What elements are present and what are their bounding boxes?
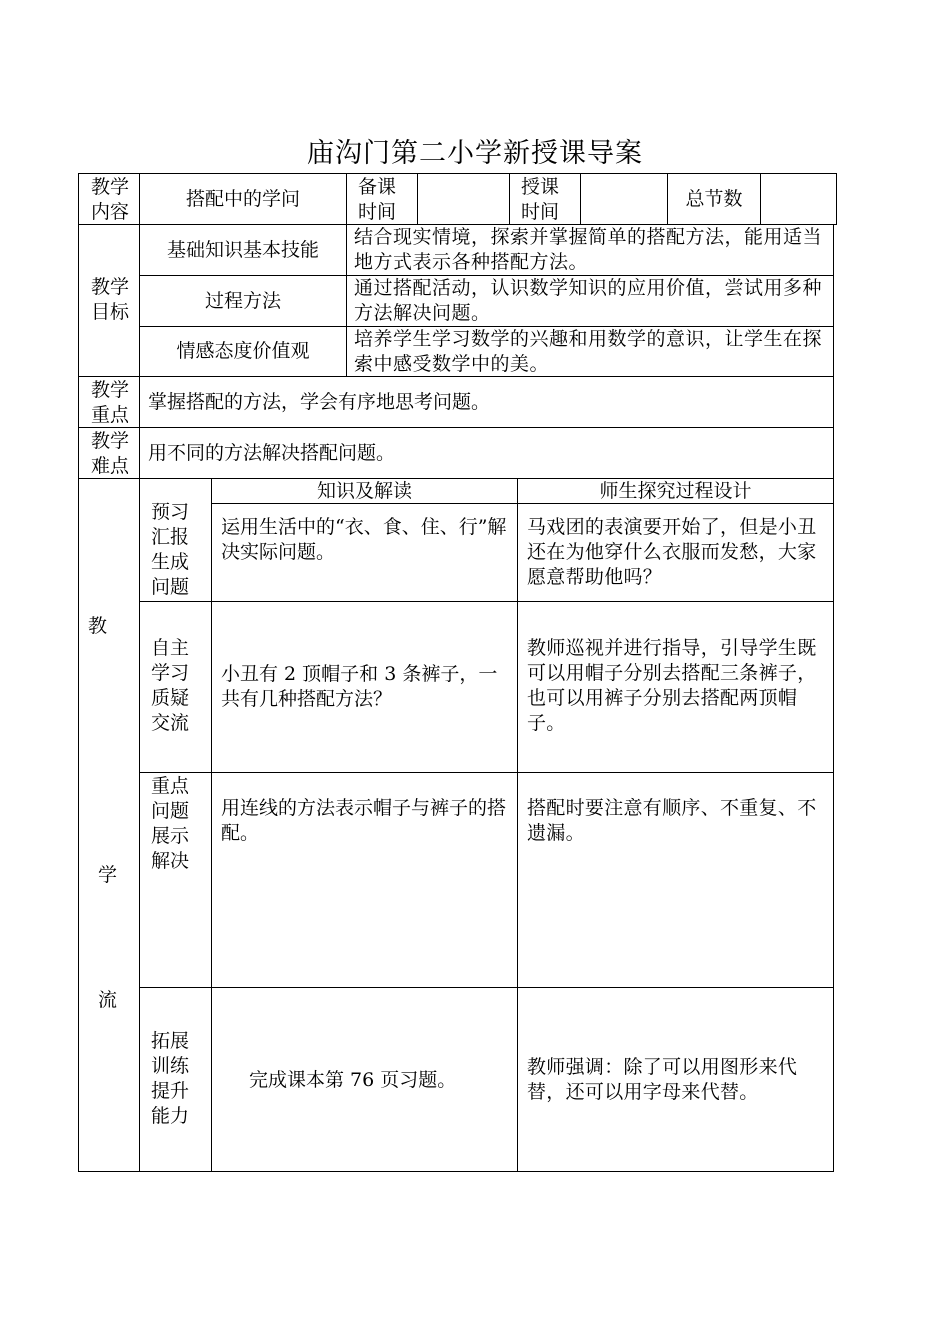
stage-process-2: 教师巡视并进行指导，引导学生既可以用帽子分别去搭配三条裤子，也可以用裤子分别去搭配两顶帽子。 [527,637,817,734]
stage-process-1: 马戏团的表演要开始了，但是小丑还在为他穿什么衣服而发愁，大家愿意帮助他吗？ [527,516,817,588]
stage-label-line: 汇报 [151,526,190,548]
stage-knowledge-1: 运用生活中的“衣、食、住、行”解决实际问题。 [221,516,507,563]
objectives-label-line-1: 教学 [90,276,129,298]
objective-text: 培养学生学习数学的兴趣和用数学的意识，让学生在探索中感受数学中的美。 [354,328,823,375]
content-label [86,175,134,225]
objectives-label-line-2: 目标 [90,301,129,323]
prep-label [358,175,396,225]
keypoint-label-line-2: 重点 [90,404,129,426]
objective-name: 情感态度价值观 [176,340,310,362]
stage-process-3: 搭配时要注意有顺序、不重复、不遗漏。 [527,797,817,844]
objective-name-cell-2 [139,275,347,327]
stage-knowledge-3: 用连线的方法表示帽子与裤子的搭配。 [221,797,507,844]
col-header-process-text: 师生探究过程设计 [599,480,752,502]
flow-side-1: 教 [88,615,108,637]
content-value: 搭配中的学问 [185,187,300,210]
stage-label-line: 能力 [151,1105,190,1127]
stage-process-4: 教师强调：除了可以用图形来代替，还可以用字母来代替。 [527,1056,798,1103]
stage-label-line: 重点 [151,775,190,797]
objective-name-cell-3 [139,326,347,377]
teach-label-line-2: 时间 [521,201,560,223]
teach-label-line-1: 授课 [521,176,560,198]
difficulty-label [86,429,134,479]
prep-label-line-2: 时间 [358,201,397,223]
stage-label-line: 拓展 [151,1030,190,1052]
stage-label-3 [151,774,189,874]
cell-flow-side [78,478,140,1172]
stage-label-line: 解决 [151,850,190,872]
stage-label-line: 训练 [151,1055,190,1077]
cell-content-value [139,173,347,225]
objective-name-cell-1 [139,224,347,276]
cell-total-label [667,173,761,225]
teach-label [521,175,559,225]
col-header-knowledge-text: 知识及解读 [316,480,412,502]
stage-label-line: 交流 [151,712,190,734]
stage-label-line: 学习 [151,662,190,684]
objective-name: 过程方法 [204,289,281,312]
keypoint-text: 掌握搭配的方法，学会有序地思考问题。 [148,391,491,413]
objective-text: 通过搭配活动，认识数学知识的应用价值，尝试用多种方法解决问题。 [354,277,823,324]
col-header-knowledge [211,478,518,504]
stage-knowledge-4: 完成课本第 76 页习题。 [249,1069,457,1091]
flow-side-3: 流 [98,989,118,1011]
flow-side-2: 学 [98,864,118,886]
stage-label-line: 自主 [151,637,190,659]
page-title: 庙沟门第二小学新授课导案 [307,138,643,169]
objective-text: 结合现实情境，探索并掌握简单的搭配方法，能用适当地方式表示各种搭配方法。 [354,226,823,273]
stage-label-2 [151,636,189,736]
stage-knowledge-2: 小丑有 2 顶帽子和 3 条裤子，一共有几种搭配方法？ [221,663,498,710]
col-header-process [517,478,834,504]
stage-label-1 [151,500,189,600]
stage-label-line: 展示 [151,825,190,847]
keypoint-label-line-1: 教学 [90,379,129,401]
content-label-line-2: 内容 [90,201,129,223]
difficulty-label-line-1: 教学 [90,430,129,452]
stage-label-line: 预习 [151,501,190,523]
stage-label-4 [151,1029,189,1129]
content-label-line-1: 教学 [90,176,129,198]
difficulty-label-line-2: 难点 [90,455,129,477]
stage-label-line: 生成 [151,551,190,573]
cell-total-value [760,173,837,225]
prep-label-line-1: 备课 [358,176,397,198]
stage-label-line: 质疑 [151,687,190,709]
total-label: 总节数 [685,187,743,210]
keypoint-label [86,378,134,428]
stage-label-line: 问题 [151,576,190,598]
cell-teach-value [580,173,668,225]
objectives-label [86,275,134,325]
stage-label-line: 问题 [151,800,190,822]
difficulty-text: 用不同的方法解决搭配问题。 [148,442,396,464]
stage-label-line: 提升 [151,1080,190,1102]
cell-prep-value [417,173,510,225]
objective-name: 基础知识基本技能 [166,238,319,261]
